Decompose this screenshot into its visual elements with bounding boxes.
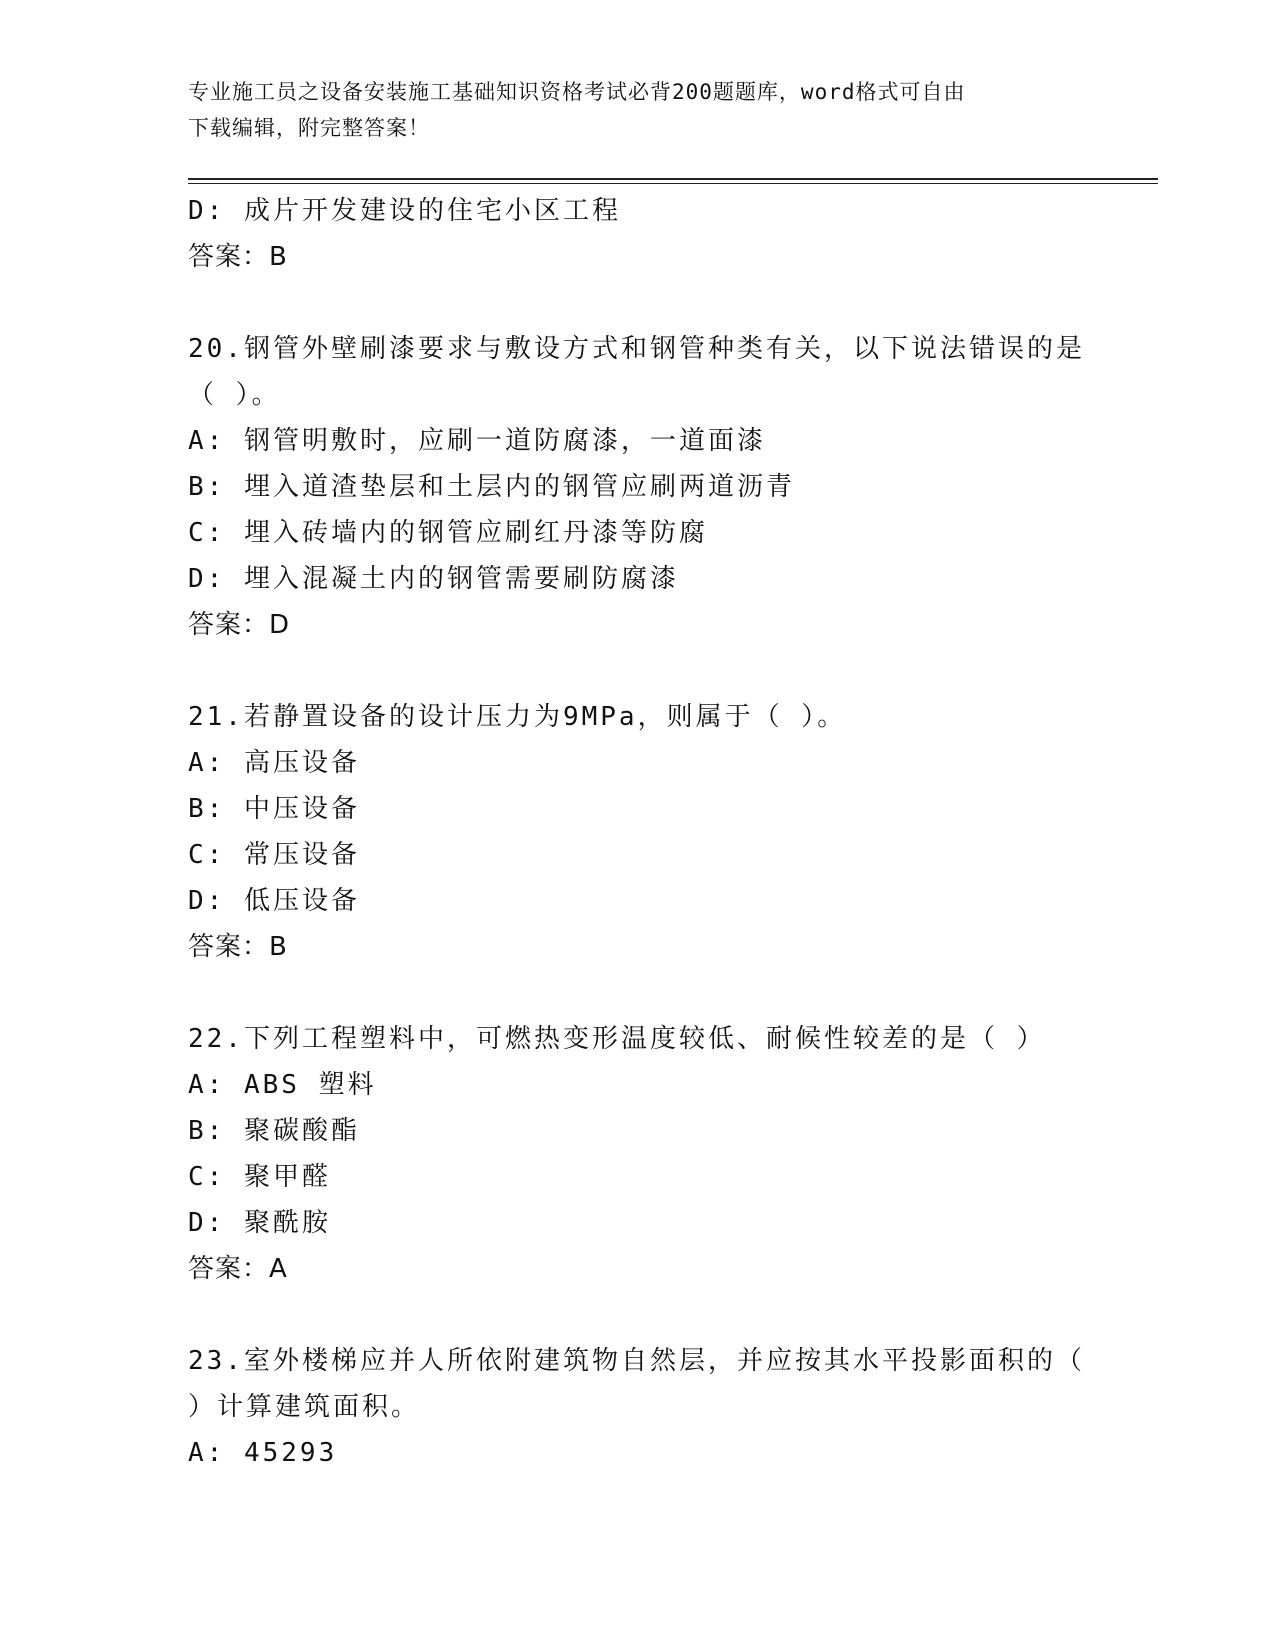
option-c: C: 聚甲醛	[188, 1162, 331, 1192]
answer: 答案：D	[188, 610, 291, 640]
option-c: C: 埋入砖墙内的钢管应刷红丹漆等防腐	[188, 518, 708, 548]
spacer	[188, 1292, 1088, 1338]
question-title-continued: ）计算建筑面积。	[188, 1392, 421, 1422]
header-divider-top	[188, 178, 1158, 180]
question-title: 23.室外楼梯应并人所依附建筑物自然层，并应按其水平投影面积的（	[188, 1346, 1085, 1376]
option-a: A: ABS 塑料	[188, 1070, 377, 1100]
question-title: 21.若静置设备的设计压力为9MPa，则属于（ ）。	[188, 702, 847, 732]
question-22	[188, 1016, 1088, 1292]
header-divider-bottom	[188, 183, 1158, 184]
option-b: B: 埋入道渣垫层和土层内的钢管应刷两道沥青	[188, 472, 795, 502]
question-21	[188, 694, 1088, 970]
document-header	[188, 74, 1088, 146]
spacer	[188, 280, 1088, 326]
option-a: A: 高压设备	[188, 748, 360, 778]
option-a: A: 钢管明敷时，应刷一道防腐漆，一道面漆	[188, 426, 766, 456]
option-a: A: 45293	[188, 1438, 338, 1468]
answer: 答案：B	[188, 932, 288, 962]
question-23	[188, 1338, 1088, 1476]
answer: 答案：A	[188, 1254, 288, 1284]
question-20	[188, 326, 1088, 648]
header-line-1: 专业施工员之设备安装施工基础知识资格考试必背200题题库，word格式可自由	[188, 80, 966, 104]
option-c: C: 常压设备	[188, 840, 360, 870]
answer: 答案：B	[188, 242, 288, 272]
header-line-2: 下载编辑，附完整答案！	[188, 116, 430, 140]
option-d: D: 埋入混凝土内的钢管需要刷防腐漆	[188, 564, 679, 594]
option-d: D: 低压设备	[188, 886, 360, 916]
option-b: B: 中压设备	[188, 794, 360, 824]
question-title: 20.钢管外壁刷漆要求与敷设方式和钢管种类有关，以下说法错误的是	[188, 334, 1085, 364]
question-title: 22.下列工程塑料中，可燃热变形温度较低、耐候性较差的是（ ）	[188, 1024, 1046, 1054]
option-d: D: 成片开发建设的住宅小区工程	[188, 196, 621, 226]
option-b: B: 聚碳酸酯	[188, 1116, 360, 1146]
option-d: D: 聚酰胺	[188, 1208, 331, 1238]
spacer	[188, 648, 1088, 694]
spacer	[188, 970, 1088, 1016]
previous-question-tail	[188, 188, 1088, 280]
question-content	[188, 188, 1088, 1476]
question-title-continued: （ ）。	[188, 380, 281, 410]
